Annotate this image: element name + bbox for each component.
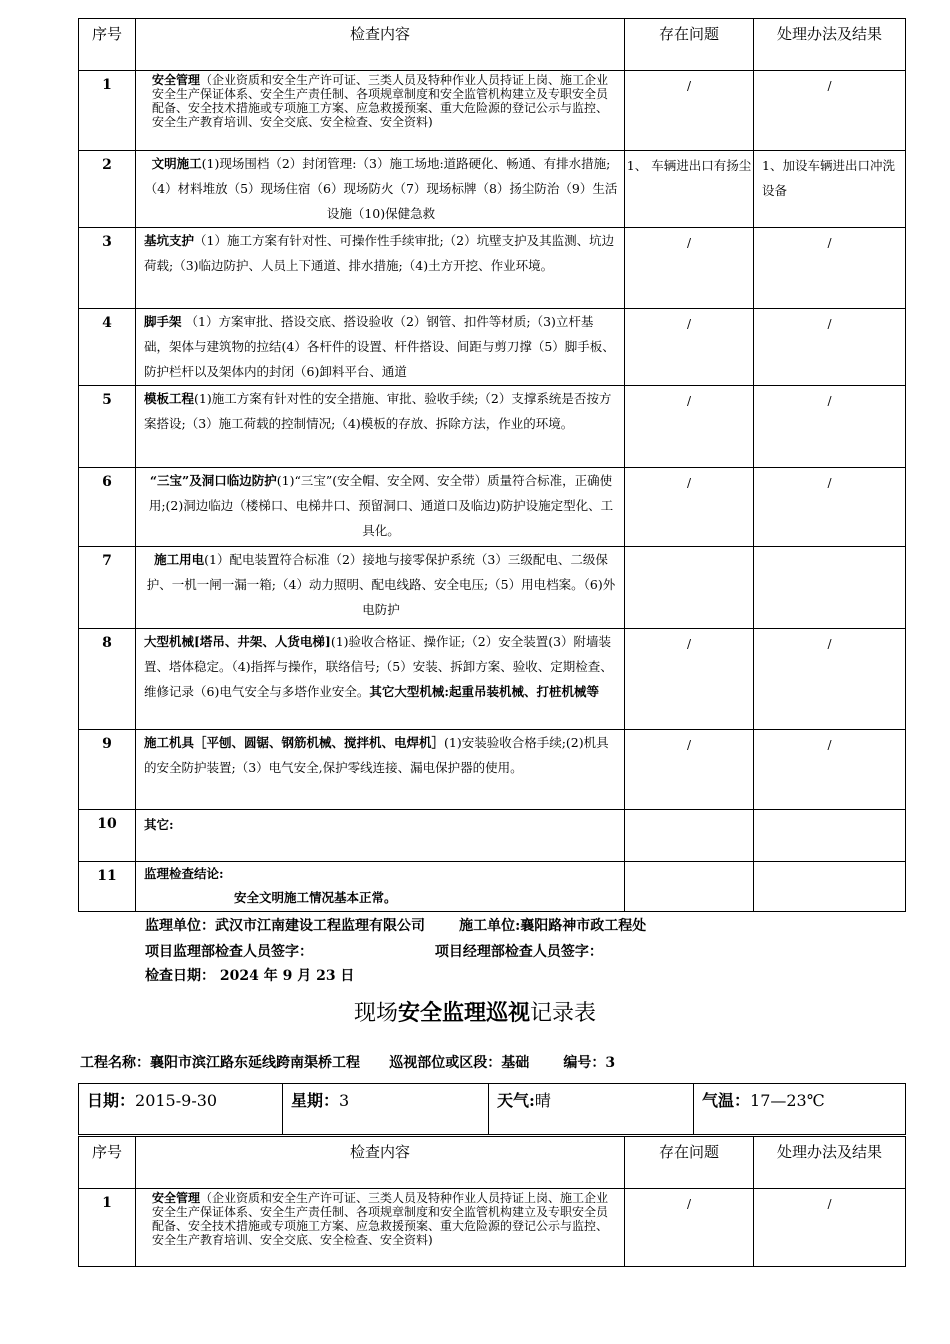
row-number: 3 (79, 228, 136, 309)
title-part: 记录表 (530, 1001, 597, 1026)
title-part-bold: 安全监理巡视 (397, 1000, 530, 1026)
row-issue: / (625, 71, 754, 151)
row-content (136, 547, 625, 629)
row-title: 其它: (144, 817, 174, 832)
row-issue: / (625, 228, 754, 309)
row-title: 安全管理 (152, 1191, 201, 1205)
row-text: （1）施工方案有针对性、可操作性手续审批;（2）坑壁支护及其监测、坑边荷载;（3)临边防护、人员上下通道、排水措施;（4)土方开挖、作业环境。 (144, 233, 615, 273)
row-text: (1)安装验收合格手续;(2)机具的安全防护装置;（3）电气安全,保护零线连接、漏电保护器的使用。 (144, 735, 609, 775)
inspection-table (78, 18, 906, 912)
header-no: 序号 (79, 1137, 136, 1189)
row-title: 大型机械[塔吊、井架、人货电梯] (144, 634, 331, 649)
row-solution: / (754, 1189, 906, 1267)
row-number: 6 (79, 468, 136, 547)
weather-cell (489, 1084, 694, 1135)
row-title: 监理检查结论: (144, 866, 224, 881)
row-title: 文明施工 (151, 156, 202, 171)
table-row (79, 862, 906, 912)
date-cell (79, 1084, 283, 1135)
title-part: 现场 (353, 1001, 398, 1026)
table-row (79, 547, 906, 629)
row-number: 11 (79, 862, 136, 912)
row-issue (625, 547, 754, 629)
table-row (79, 71, 906, 151)
row-number: 1 (79, 71, 136, 151)
row-issue: / (625, 309, 754, 386)
header-solution: 处理办法及结果 (754, 19, 906, 71)
row-issue: 1、 车辆进出口有扬尘 (625, 151, 754, 228)
project-line: 工程名称：襄阳市滨江路东延线跨南渠桥工程 巡视部位或区段：基础 编号：3 (80, 1055, 616, 1071)
row-solution: / (754, 386, 906, 468)
row-title: 模板工程 (144, 391, 195, 406)
table-row (79, 629, 906, 730)
signature-line: 项目监理部检查人员签字： 项目经理部检查人员签字： (145, 944, 603, 960)
header-content: 检查内容 (136, 1137, 625, 1189)
table-row (79, 730, 906, 810)
row-issue: / (625, 629, 754, 730)
table-header-row (79, 1137, 906, 1189)
table-row (79, 151, 906, 228)
supervision-units-line: 监理单位：武汉市江南建设工程监理有限公司 施工单位:襄阳路神市政工程处 (145, 918, 647, 934)
date-label: 日期： (87, 1091, 136, 1110)
table-header-row (79, 19, 906, 71)
temperature-value: 17—23℃ (750, 1091, 825, 1110)
row-title: 施工用电 (154, 552, 205, 567)
row-title: “三宝”及洞口临边防护 (149, 473, 277, 488)
row-content (136, 862, 625, 912)
row-solution: / (754, 71, 906, 151)
row-number: 10 (79, 810, 136, 862)
row-issue (625, 862, 754, 912)
row-number: 9 (79, 730, 136, 810)
row-solution: / (754, 309, 906, 386)
row-extra: 其它大型机械:起重吊装机械、打桩机械等 (369, 684, 599, 699)
header-content: 检查内容 (136, 19, 625, 71)
row-solution: / (754, 468, 906, 547)
row-issue: / (625, 1189, 754, 1267)
row-text: (1)验收合格证、操作证;（2）安全装置(3）附墙装置、塔体稳定。（4)指挥与操作，联络信号;（5）安装、拆卸方案、验收、定期检查、维修记录（6)电气安全与多塔作业安全。 (144, 634, 613, 699)
header-issue: 存在问题 (625, 1137, 754, 1189)
row-solution: / (754, 629, 906, 730)
row-text: （企业资质和安全生产许可证、三类人员及特种作业人员持证上岗、施工企业安全生产保证体系、安全生产责任制、各项规章制度和安全监管机构建立及专职安全员配备、安全技术措施或专项施工方案、应急救援预案、重大危险源的登记公示与监控、安全生产教育培训、安全交底、安全检查、安全资料) (152, 1191, 609, 1247)
header-solution: 处理办法及结果 (754, 1137, 906, 1189)
week-label: 星期： (291, 1091, 340, 1110)
row-issue: / (625, 468, 754, 547)
conclusion-text: 安全文明施工情况基本正常。 (234, 890, 397, 905)
row-text: (1）配电装置符合标准（2）接地与接零保护系统（3）三级配电、二级保护、一机一闸一漏一箱;（4）动力照明、配电线路、安全电压;（5）用电档案。（6)外电防护 (146, 552, 616, 617)
row-title: 安全管理 (152, 73, 201, 87)
row-solution (754, 547, 906, 629)
header-no: 序号 (79, 19, 136, 71)
table-row (79, 810, 906, 862)
header-issue: 存在问题 (625, 19, 754, 71)
row-content (136, 730, 625, 810)
row-content (136, 629, 625, 730)
row-text: (1)施工方案有针对性的安全措施、审批、验收手续;（2）支撑系统是否按方案搭设;（3）施工荷载的控制情况;（4)模板的存放、拆除方法，作业的环境。 (144, 391, 612, 431)
week-value: 3 (339, 1091, 350, 1110)
temperature-cell (694, 1084, 906, 1135)
table-row (79, 1189, 906, 1267)
row-text: （企业资质和安全生产许可证、三类人员及特种作业人员持证上岗、施工企业安全生产保证体系、安全生产责任制、各项规章制度和安全监管机构建立及专职安全员配备、安全技术措施或专项施工方案、应急救援预案、重大危险源的登记公示与监控、安全生产教育培训、安全交底、安全检查、安全资料) (152, 73, 609, 129)
inspection-table-2 (78, 1136, 906, 1267)
info-table (78, 1083, 906, 1135)
weather-value: 晴 (534, 1091, 551, 1110)
row-content (136, 228, 625, 309)
row-content (136, 386, 625, 468)
row-solution (754, 810, 906, 862)
row-issue: / (625, 730, 754, 810)
table-row (79, 386, 906, 468)
row-content (136, 810, 625, 862)
week-cell (283, 1084, 489, 1135)
row-number: 1 (79, 1189, 136, 1267)
row-content (136, 468, 625, 547)
row-number: 8 (79, 629, 136, 730)
table-row (79, 309, 906, 386)
row-content (136, 151, 625, 228)
row-title: 脚手架 (144, 314, 182, 329)
row-content (136, 1189, 625, 1267)
table-row (79, 468, 906, 547)
row-title: 施工机具［平刨、圆锯、钢筋机械、搅拌机、电焊机］ (144, 735, 445, 750)
table-row (79, 228, 906, 309)
weather-label: 天气: (497, 1091, 535, 1110)
row-issue (625, 810, 754, 862)
row-number: 4 (79, 309, 136, 386)
inspection-date: 检查日期： 2024 年 9 月 23 日 (145, 968, 355, 984)
row-solution: / (754, 730, 906, 810)
row-issue: / (625, 386, 754, 468)
temperature-label: 气温： (702, 1091, 751, 1110)
row-solution: / (754, 228, 906, 309)
row-solution: 1、加设车辆进出口冲洗设备 (754, 151, 906, 228)
row-title: 基坑支护 (144, 233, 195, 248)
row-number: 7 (79, 547, 136, 629)
row-text: (1)现场围档（2）封闭管理:（3）施工场地:道路硬化、畅通、有排水措施;（4）材料堆放（5）现场住宿（6）现场防火（7）现场标牌（8）扬尘防治（9）生活设施（10)保健急救 (144, 156, 618, 221)
row-solution (754, 862, 906, 912)
row-text: （1）方案审批、搭设交底、搭设验收（2）钢管、扣件等材质;（3)立杆基础，架体与建筑物的拉结(4）各杆件的设置、杆件搭设、间距与剪刀撑（5）脚手板、防护栏杆以及架体内的封闭（6)卸料平台、通道 (144, 314, 615, 379)
date-value: 2015-9-30 (135, 1091, 218, 1110)
form-title (0, 996, 950, 1027)
row-content (136, 71, 625, 151)
row-number: 5 (79, 386, 136, 468)
row-number: 2 (79, 151, 136, 228)
row-text: (1)“三宝”(安全帽、安全网、安全带）质量符合标准，正确使用;(2)洞边临边（楼梯口、电梯井口、预留洞口、通道口及临边)防护设施定型化、工具化。 (148, 473, 614, 538)
info-row (79, 1084, 906, 1135)
row-content (136, 309, 625, 386)
